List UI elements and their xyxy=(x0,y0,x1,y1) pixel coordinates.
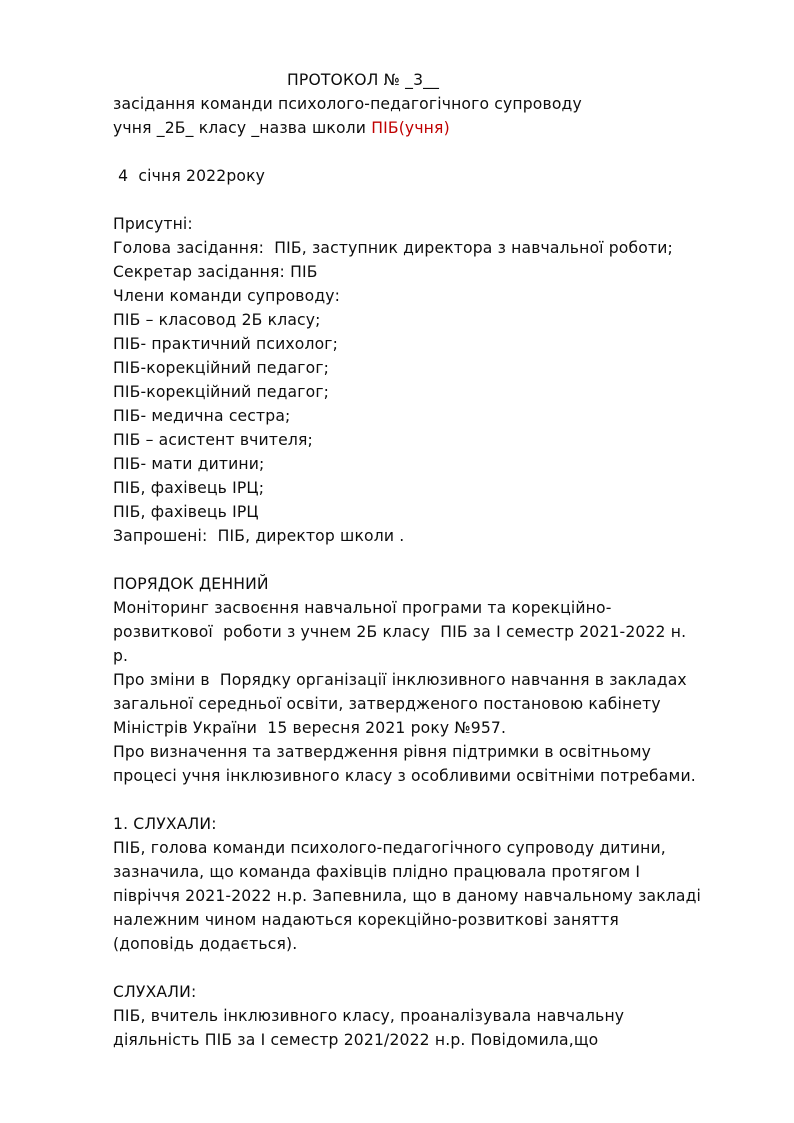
section-heading: 1. СЛУХАЛИ: xyxy=(113,815,217,833)
spacer-before-section-1 xyxy=(113,788,703,812)
attendees-chair: Голова засідання: ПІБ, заступник директора з навчальної роботи; xyxy=(113,239,673,257)
subtitle-school-prefix: учня _2Б_ класу _назва школи xyxy=(113,119,372,137)
spacer-after-header xyxy=(113,140,703,164)
attendee-member: ПІБ- медична сестра; xyxy=(113,407,291,425)
protocol-date: 4 січня 2022року xyxy=(113,167,266,185)
attendees-invited: Запрошені: ПІБ, директор школи . xyxy=(113,527,405,545)
attendee-member: ПІБ, фахівець ІРЦ xyxy=(113,503,259,521)
document-body xyxy=(113,68,707,1052)
agenda-heading: ПОРЯДОК ДЕННИЙ xyxy=(113,575,269,593)
attendee-member: ПІБ- практичний психолог; xyxy=(113,335,339,353)
section-heading: СЛУХАЛИ: xyxy=(113,983,197,1001)
agenda-item: Про визначення та затвердження рівня підтримки в освітньому процесі учня інклюзивного класу з особливими освітніми потребами. xyxy=(113,743,696,785)
spacer-before-section-2 xyxy=(113,956,703,980)
attendees-heading: Присутні: xyxy=(113,215,193,233)
spacer-after-date xyxy=(113,188,703,212)
protocol-title: ПРОТОКОЛ № _3__ xyxy=(287,71,440,89)
section-body: ПІБ, вчитель інклюзивного класу, проаналізувала навчальну діяльність ПІБ за І семестр 2021/2022 н.р. Повідомила,що xyxy=(113,1007,630,1049)
protocol-subtitle-line-1: засідання команди психолого-педагогічного супроводу xyxy=(113,95,582,113)
attendee-member: ПІБ – асистент вчителя; xyxy=(113,431,313,449)
attendee-member: ПІБ-корекційний педагог; xyxy=(113,383,330,401)
section-body: ПІБ, голова команди психолого-педагогічного супроводу дитини, зазначила, що команда фахівців плідно працювала протягом І півріччя 2021-2022 н.р. Запевнила, що в даному навчальному закладі належним чином надаються корекційно-розвиткові заняття (доповідь додається). xyxy=(113,839,707,953)
agenda-item: Про зміни в Порядку організації інклюзивного навчання в закладах загальної середньої освіти, затвердженого постановою кабінету Міністрів України 15 вересня 2021 року №957. xyxy=(113,671,692,737)
attendees-members-heading: Члени команди супроводу: xyxy=(113,287,341,305)
spacer-before-agenda xyxy=(113,548,703,572)
attendee-member: ПІБ- мати дитини; xyxy=(113,455,265,473)
protocol-subtitle-line-2 xyxy=(113,116,703,140)
student-name-placeholder: ПІБ(учня) xyxy=(371,119,450,137)
attendees-secretary: Секретар засідання: ПІБ xyxy=(113,263,318,281)
attendee-member: ПІБ, фахівець ІРЦ; xyxy=(113,479,265,497)
attendee-member: ПІБ-корекційний педагог; xyxy=(113,359,330,377)
attendee-member: ПІБ – класовод 2Б класу; xyxy=(113,311,321,329)
agenda-item: Моніторинг засвоєння навчальної програми та корекційно-розвиткової роботи з учнем 2Б класу ПІБ за І семестр 2021-2022 н. р. xyxy=(113,599,692,665)
